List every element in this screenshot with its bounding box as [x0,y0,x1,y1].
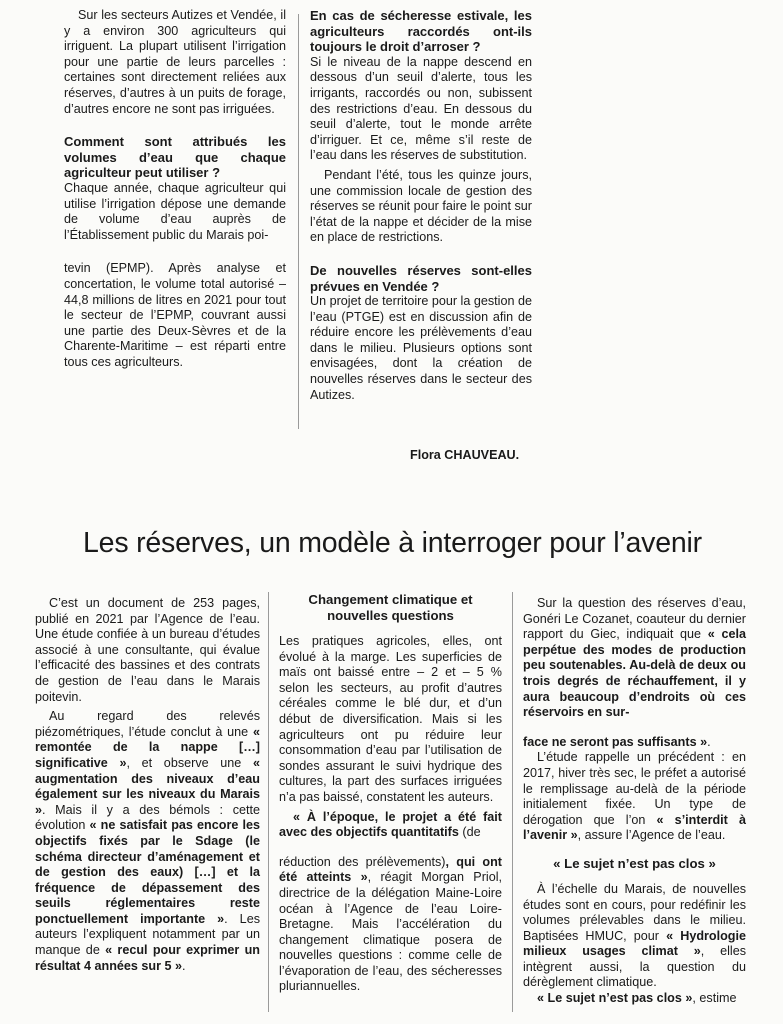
text-run: À l’échelle du Marais, de nouvelles études sont en cours, pour redéfinir les volumes prélevables dans le milieu. Baptisées HMUC, pour [523,881,746,943]
section-heading: « Le sujet n’est pas clos » [553,855,716,871]
quote: « Hydrologie milieux usages climat » [523,928,746,959]
quote: « s’interdit à l’avenir » [523,812,747,843]
quote: « remontée de la nappe […] significative » [35,724,260,770]
text-run: réduction des prélèvements) [279,854,446,869]
bottom-column-3 [523,596,746,1007]
quote: face ne seront pas suffisants » [523,734,708,749]
paragraph [523,735,746,751]
top-column-1 [64,8,286,370]
paragraph [523,750,746,844]
text-run: , et observe une [126,755,253,770]
paragraph: Si le niveau de la nappe descend en dessous d’un seuil d’alerte, tous les irrigants, raccordés ou non, subissent des restrictions d’eau. En dessous du seuil d’alerte, tout le monde arrête d’irriguer. Et ce, même s’il reste de l’eau dans les réserves de substitution. [310,54,532,163]
text-run: (de [458,825,481,840]
column-separator [512,592,513,1012]
bottom-column-2 [279,592,502,995]
paragraph: Sur les secteurs Autizes et Vendée, il y a environ 300 agriculteurs qui irriguent. La plupart utilisent l’irrigation pour une partie de leurs parcelles : certaines sont directement reliées aux réserves, d’autres à un puits de forage, d’autres encore ne sont pas irriguées. [64,8,286,116]
text-run: . Les auteurs l’expliquent notamment par un manque de [35,911,260,958]
text-run: , estime [692,991,737,1006]
quote: « augmentation des niveaux d’eau également sur les niveaux du Marais » [35,755,260,817]
paragraph: C’est un document de 253 pages, publié en 2021 par l’Agence de l’eau. Une étude confiée à un bureau d’études associé à une consultante, qui évalue l’efficacité des bassines et des contrats de gestion de l’eau dans le Marais poitevin. [35,596,260,704]
text-run: . [707,734,711,749]
paragraph: tevin (EPMP). Après analyse et concertation, le volume total autorisé – 44,8 millions de litres en 2021 pour tout le secteur de l’EPMP, couvrant aussi une partie des Deux-Sèvres et de la Charente-Maritime – est réparti entre tous ces agriculteurs. [64,261,286,369]
paragraph [35,709,260,974]
text-run: Au regard des relevés piézométriques, l’étude conclut à une [35,709,260,739]
question-heading: De nouvelles réserves sont-elles prévues en Vendée ? [310,262,532,294]
text-run: . Mais il y a des bémols : cette évolution [35,802,260,833]
paragraph [523,596,746,721]
column-separator [298,14,299,429]
question-heading: Comment sont attribués les volumes d’eau que chaque agriculteur peut utiliser ? [64,134,286,181]
question-heading: En cas de sécheresse estivale, les agriculteurs raccordés ont-ils toujours le droit d’arroser ? [310,8,532,55]
paragraph [279,810,502,841]
article-headline: Les réserves, un modèle à interroger pour l’avenir [83,527,702,559]
paragraph: Pendant l’été, tous les quinze jours, une commission locale de gestion des réserves se réunit pour faire le point sur l’état de la nappe et décider de la mise en place de restrictions. [310,167,532,245]
text-run: , réagit Morgan Priol, directrice de la délégation Maine-Loire océan à l’Agence de l’eau Loire-Bretagne. Mais l’accélération du changement climatique posera de nouvelles questions : comme celle de l’évaporation de l’eau, des sécheresses pluriannuelles. [279,870,502,994]
quote: « À l’époque, le projet a été fait avec des objectifs quantitatifs [279,809,502,840]
paragraph [279,855,502,995]
paragraph [523,882,746,991]
paragraph: Les pratiques agricoles, elles, ont évolué à la marge. Les superficies de maïs ont baissé entre – 2 et – 5 % selon les secteurs, au profit d’autres céréales comme le blé dur, et d’un début de diversification. Mais si les agriculteurs ont pu réduire leur consommation d’eau par l’utilisation de sondes assurant le suivi hydrique des cultures, la part des surfaces irriguées n’a pas baissé, constatent les auteurs. [279,634,502,804]
text-run: , elles intègrent aussi, la question du dérèglement climatique. [523,944,746,990]
top-column-2 [310,8,532,403]
quote: , qui ont été atteints » [279,854,502,885]
section-heading: Changement climatique et nouvelles questions [308,592,473,623]
paragraph [523,991,746,1007]
bottom-column-1 [35,596,260,974]
column-separator [268,592,269,1012]
author-signature: Flora CHAUVEAU. [410,448,520,462]
text-run: Sur la question des réserves d’eau, Gonéri Le Cozanet, coauteur du dernier rapport du Giec, indiquait que [523,596,746,642]
paragraph: Un projet de territoire pour la gestion de l’eau (PTGE) est en discussion afin de réduire encore les prélèvements d’eau dans le milieu. Plusieurs options sont envisagées, dont la création de nouvelles réserves dans le secteur des Autizes. [310,294,532,402]
quote: « cela perpétue des modes de production peu soutenables. Au-delà de deux ou trois degrés de réchauffement, il y aura beaucoup d’endroits où ces réservoirs en sur- [523,627,747,720]
text-run: . [182,958,186,973]
quote: « Le sujet n’est pas clos » [537,991,693,1006]
paragraph: Chaque année, chaque agriculteur qui utilise l’irrigation dépose une demande de volume d’eau auprès de l’Établissement public du Marais poi- [64,180,286,242]
text-run: , assure l’Agence de l’eau. [577,828,726,843]
quote: « ne satisfait pas encore les objectifs fixés par le Sdage (le schéma directeur d’aménagement et de gestion des eaux) […] et la fréquence de dépassement des seuils réglementaires reste ponctuellement importante » [35,818,260,926]
text-run: L’étude rappelle un précédent : en 2017, hiver très sec, le préfet a autorisé le remplissage au-delà de la période initialement fixée. Un type de dérogation que l’on [523,750,746,827]
quote: « recul pour exprimer un résultat 4 années sur 5 » [35,943,260,973]
